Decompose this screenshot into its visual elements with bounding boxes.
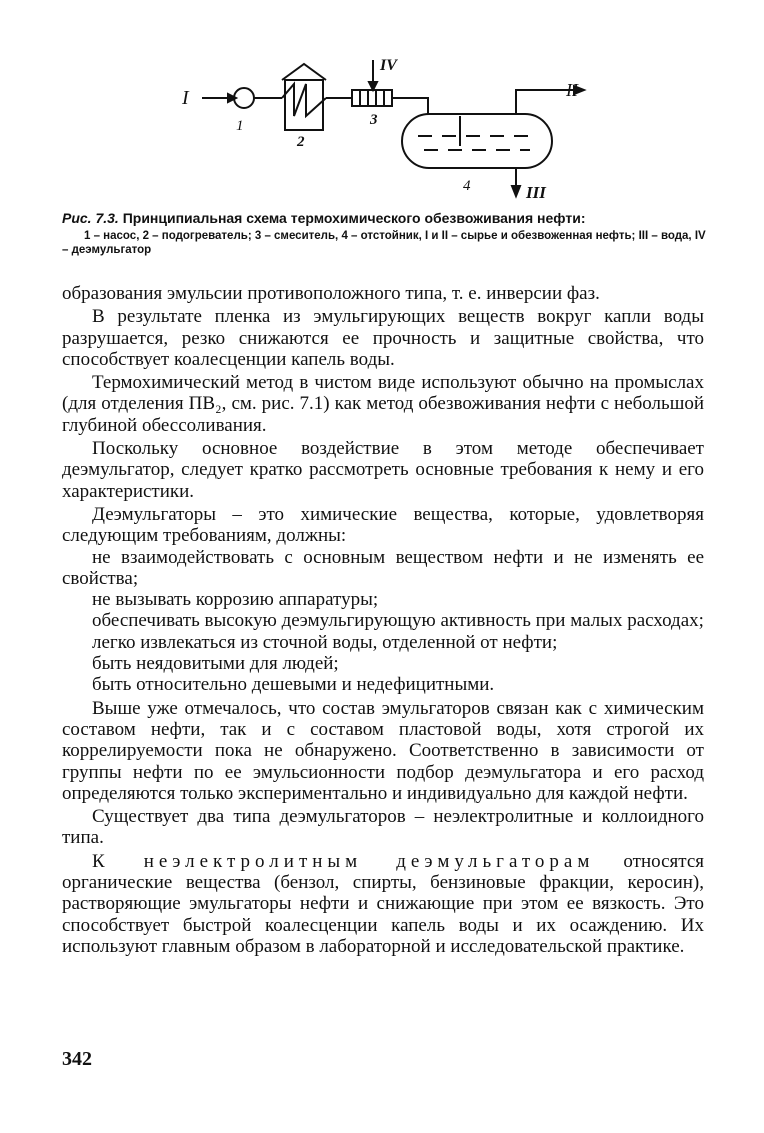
requirement-item: быть относительно дешевыми и недефицитными. bbox=[92, 674, 495, 696]
label-dry-oil: II bbox=[566, 80, 578, 100]
label-raw-oil: I bbox=[182, 87, 189, 109]
paragraph: Существует два типа деэмульгаторов – неэлектролитные и коллоидного типа. bbox=[62, 806, 704, 849]
label-pump: 1 bbox=[236, 118, 244, 134]
settler-body bbox=[402, 114, 552, 168]
paragraph: Деэмульгаторы – это химические вещества, которые, удовлетворяя следующим требованиям, должны: bbox=[62, 503, 704, 547]
requirement-item: не взаимодействовать с основным веществом нефти и не изменять ее свойства; bbox=[62, 546, 704, 589]
body-text bbox=[62, 283, 704, 957]
caption-title bbox=[62, 210, 712, 227]
caption-text: Принципиальная схема термохимического обезвоживания нефти: bbox=[122, 210, 586, 226]
heater-coil bbox=[282, 84, 326, 116]
spaced-term: К неэлектролитным деэмульгаторам bbox=[92, 850, 595, 872]
paragraph: Выше уже отмечалось, что состав эмульгаторов связан как с химическим составом нефти, так и с составом пластовой воды, хотя строгой их коррелируемости пока не обнаружено. Соответственно в зависимости от группы нефти по ее эмульсионности подбор деэмульгатора и его расход определяются только экспериментально и индивидуально для каждой нефти. bbox=[62, 697, 704, 804]
paragraph: образования эмульсии противоположного типа, т. е. инверсии фаз. bbox=[62, 283, 600, 304]
label-mixer: 3 bbox=[370, 112, 378, 128]
requirement-item: легко извлекаться из сточной воды, отделенной от нефти; bbox=[92, 631, 558, 653]
paragraph: В результате пленка из эмульгирующих веществ вокруг капли воды разрушается, резко снижаются ее прочность и защитные свойства, что способствует коалесценции капель воды. bbox=[62, 306, 704, 370]
label-demulsifier: IV bbox=[380, 57, 397, 74]
label-settler: 4 bbox=[463, 178, 471, 194]
caption-legend: 1 – насос, 2 – подогреватель; 3 – смеситель, 4 – отстойник, I и II – сырье и обезвоженная нефть; III – вода, IV – деэмульгатор bbox=[62, 230, 706, 256]
label-heater: 2 bbox=[297, 134, 305, 150]
process-diagram bbox=[170, 50, 600, 210]
paragraph: Поскольку основное воздействие в этом методе обеспечивает деэмульгатор, следует кратко рассмотреть основные требования к нему и его характеристики. bbox=[62, 438, 704, 502]
requirement-item: обеспечивать высокую деэмульгирующую активность при малых расходах; bbox=[92, 610, 704, 632]
paragraph bbox=[62, 851, 704, 957]
paragraph-rest: относятся органические вещества (бензол, спирты, бензиновые фракции, керосин), растворяющие эмульгаторы нефти и снижающие при этом ее вязкость. Это способствует быстрой коалесценции капель воды и их осаждению. Их используют главным образом в лабораторной и исследовательской практике. bbox=[62, 850, 705, 957]
paragraph: Термохимический метод в чистом виде используют обычно на промыслах (для отделения ПВ₂, см. рис. 7.1) как метод обезвоживания нефти с небольшой глубиной обессоливания. bbox=[62, 372, 704, 436]
heater-roof bbox=[282, 64, 326, 80]
page-number: 342 bbox=[62, 1048, 92, 1070]
requirement-item: быть неядовитыми для людей; bbox=[92, 653, 339, 675]
caption-prefix: Рис. 7.3. bbox=[62, 210, 119, 226]
label-water: III bbox=[526, 183, 546, 202]
requirement-item: не вызывать коррозию аппаратуры; bbox=[92, 589, 379, 611]
mixer-body bbox=[352, 90, 392, 106]
figure-caption bbox=[62, 210, 712, 257]
